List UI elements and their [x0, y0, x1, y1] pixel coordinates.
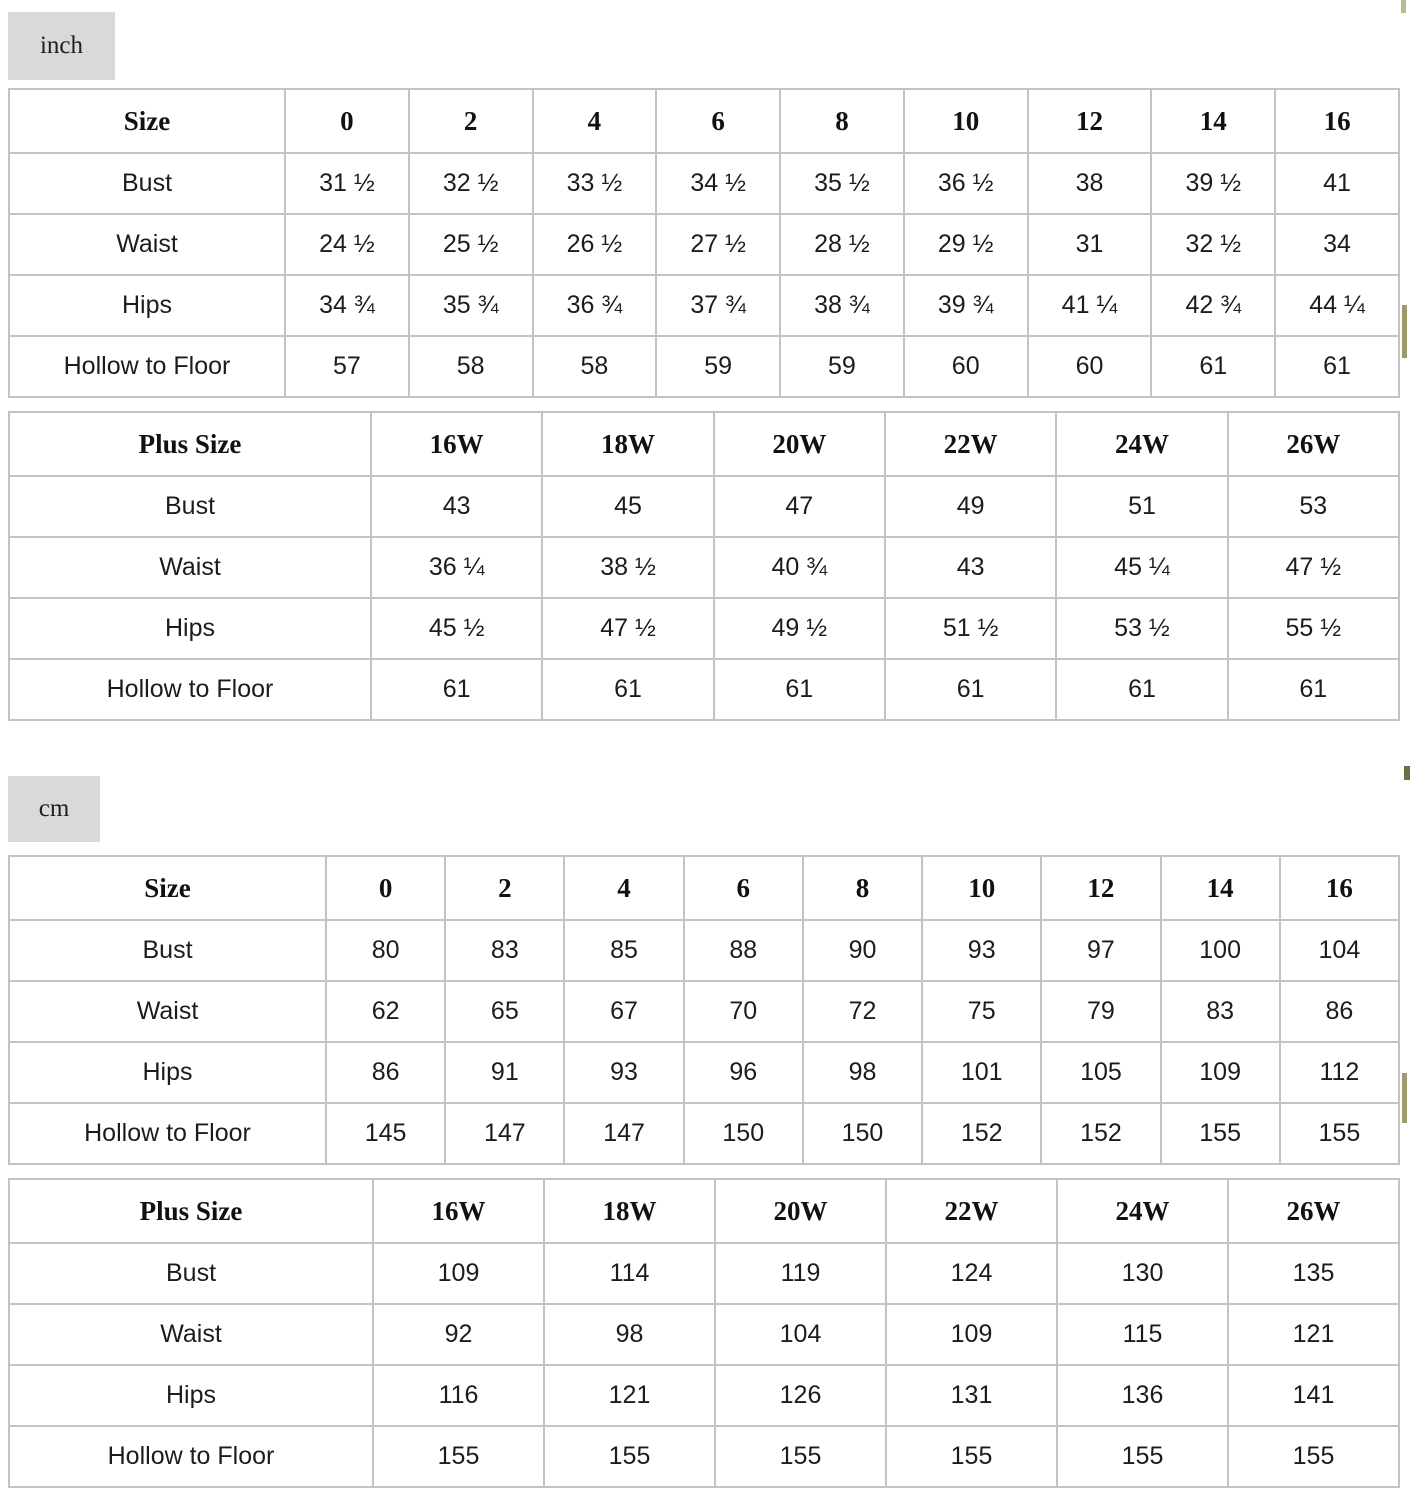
value-cell: 93	[922, 920, 1041, 981]
value-cell: 32 ½	[1151, 214, 1275, 275]
value-cell: 32 ½	[409, 153, 533, 214]
row-label: Hollow to Floor	[9, 1426, 373, 1487]
row-label: Bust	[9, 153, 285, 214]
value-cell: 98	[544, 1304, 715, 1365]
size-column-header: 6	[684, 856, 803, 920]
size-column-header: 26W	[1228, 1179, 1399, 1243]
size-column-header: 24W	[1057, 1179, 1228, 1243]
measurement-row	[9, 1243, 1399, 1304]
value-cell: 155	[1228, 1426, 1399, 1487]
value-cell: 61	[1228, 659, 1399, 720]
size-column-header: 4	[564, 856, 683, 920]
value-cell: 80	[326, 920, 445, 981]
value-cell: 72	[803, 981, 922, 1042]
size-column-header: 16W	[373, 1179, 544, 1243]
value-cell: 33 ½	[533, 153, 657, 214]
value-cell: 124	[886, 1243, 1057, 1304]
value-cell: 90	[803, 920, 922, 981]
value-cell: 155	[1057, 1426, 1228, 1487]
size-column-header: 26W	[1228, 412, 1399, 476]
value-cell: 31	[1028, 214, 1152, 275]
measurement-row	[9, 1042, 1399, 1103]
value-cell: 114	[544, 1243, 715, 1304]
value-cell: 131	[886, 1365, 1057, 1426]
size-column-header: 12	[1041, 856, 1160, 920]
value-cell: 39 ½	[1151, 153, 1275, 214]
size-column-header: 10	[922, 856, 1041, 920]
size-column-header: 24W	[1056, 412, 1227, 476]
tab-inch[interactable]: inch	[8, 12, 115, 80]
measurement-row	[9, 214, 1399, 275]
measurement-row	[9, 275, 1399, 336]
size-column-header: 22W	[886, 1179, 1057, 1243]
value-cell: 60	[1028, 336, 1152, 397]
measurement-row	[9, 1304, 1399, 1365]
size-label-header: Size	[9, 89, 285, 153]
value-cell: 155	[886, 1426, 1057, 1487]
value-cell: 83	[445, 920, 564, 981]
value-cell: 29 ½	[904, 214, 1028, 275]
value-cell: 136	[1057, 1365, 1228, 1426]
value-cell: 155	[373, 1426, 544, 1487]
value-cell: 34 ¾	[285, 275, 409, 336]
row-label: Hollow to Floor	[9, 659, 371, 720]
measurement-row	[9, 476, 1399, 537]
row-label: Hips	[9, 1042, 326, 1103]
value-cell: 47	[714, 476, 885, 537]
row-label: Hollow to Floor	[9, 1103, 326, 1164]
value-cell: 104	[1280, 920, 1399, 981]
size-column-header: 18W	[542, 412, 713, 476]
measurement-row	[9, 659, 1399, 720]
value-cell: 119	[715, 1243, 886, 1304]
value-cell: 62	[326, 981, 445, 1042]
value-cell: 92	[373, 1304, 544, 1365]
value-cell: 150	[684, 1103, 803, 1164]
measurement-row	[9, 153, 1399, 214]
value-cell: 88	[684, 920, 803, 981]
size-column-header: 2	[409, 89, 533, 153]
row-label: Hollow to Floor	[9, 336, 285, 397]
value-cell: 85	[564, 920, 683, 981]
value-cell: 93	[564, 1042, 683, 1103]
header-row	[9, 89, 1399, 153]
size-label-header: Size	[9, 856, 326, 920]
value-cell: 57	[285, 336, 409, 397]
measurement-row	[9, 336, 1399, 397]
measurement-row	[9, 537, 1399, 598]
value-cell: 155	[715, 1426, 886, 1487]
value-cell: 91	[445, 1042, 564, 1103]
value-cell: 59	[780, 336, 904, 397]
tab-cm[interactable]: cm	[8, 776, 100, 842]
value-cell: 43	[885, 537, 1056, 598]
row-label: Bust	[9, 920, 326, 981]
row-label: Hips	[9, 1365, 373, 1426]
value-cell: 51	[1056, 476, 1227, 537]
value-cell: 105	[1041, 1042, 1160, 1103]
value-cell: 115	[1057, 1304, 1228, 1365]
value-cell: 28 ½	[780, 214, 904, 275]
value-cell: 45	[542, 476, 713, 537]
value-cell: 43	[371, 476, 542, 537]
header-row	[9, 1179, 1399, 1243]
size-column-header: 20W	[715, 1179, 886, 1243]
edge-artifact-upper	[1402, 305, 1407, 358]
edge-artifact-top	[1401, 0, 1406, 13]
edge-artifact-lower	[1402, 1073, 1407, 1123]
size-column-header: 10	[904, 89, 1028, 153]
value-cell: 155	[1280, 1103, 1399, 1164]
size-column-header: 20W	[714, 412, 885, 476]
size-column-header: 14	[1151, 89, 1275, 153]
value-cell: 155	[1161, 1103, 1280, 1164]
value-cell: 121	[544, 1365, 715, 1426]
value-cell: 41	[1275, 153, 1399, 214]
value-cell: 97	[1041, 920, 1160, 981]
size-label-header: Plus Size	[9, 1179, 373, 1243]
inch-standard-size-table	[8, 88, 1400, 398]
value-cell: 83	[1161, 981, 1280, 1042]
row-label: Bust	[9, 1243, 373, 1304]
value-cell: 42 ¾	[1151, 275, 1275, 336]
value-cell: 65	[445, 981, 564, 1042]
value-cell: 101	[922, 1042, 1041, 1103]
value-cell: 34	[1275, 214, 1399, 275]
size-column-header: 22W	[885, 412, 1056, 476]
header-row	[9, 412, 1399, 476]
value-cell: 130	[1057, 1243, 1228, 1304]
value-cell: 61	[1056, 659, 1227, 720]
size-column-header: 14	[1161, 856, 1280, 920]
measurement-row	[9, 981, 1399, 1042]
value-cell: 145	[326, 1103, 445, 1164]
value-cell: 44 ¼	[1275, 275, 1399, 336]
value-cell: 24 ½	[285, 214, 409, 275]
row-label: Hips	[9, 275, 285, 336]
value-cell: 58	[409, 336, 533, 397]
value-cell: 86	[1280, 981, 1399, 1042]
row-label: Waist	[9, 1304, 373, 1365]
size-column-header: 16	[1275, 89, 1399, 153]
value-cell: 53	[1228, 476, 1399, 537]
value-cell: 49 ½	[714, 598, 885, 659]
size-column-header: 0	[326, 856, 445, 920]
value-cell: 61	[1275, 336, 1399, 397]
value-cell: 67	[564, 981, 683, 1042]
value-cell: 152	[1041, 1103, 1160, 1164]
value-cell: 98	[803, 1042, 922, 1103]
value-cell: 55 ½	[1228, 598, 1399, 659]
edge-artifact-middle	[1404, 766, 1410, 780]
value-cell: 38 ¾	[780, 275, 904, 336]
value-cell: 152	[922, 1103, 1041, 1164]
measurement-row	[9, 598, 1399, 659]
size-column-header: 18W	[544, 1179, 715, 1243]
size-column-header: 8	[803, 856, 922, 920]
row-label: Hips	[9, 598, 371, 659]
value-cell: 36 ½	[904, 153, 1028, 214]
measurement-row	[9, 1365, 1399, 1426]
row-label: Waist	[9, 537, 371, 598]
value-cell: 104	[715, 1304, 886, 1365]
measurement-row	[9, 1103, 1399, 1164]
value-cell: 147	[445, 1103, 564, 1164]
value-cell: 100	[1161, 920, 1280, 981]
value-cell: 61	[714, 659, 885, 720]
measurement-row	[9, 1426, 1399, 1487]
size-column-header: 8	[780, 89, 904, 153]
size-column-header: 12	[1028, 89, 1152, 153]
value-cell: 41 ¼	[1028, 275, 1152, 336]
value-cell: 135	[1228, 1243, 1399, 1304]
value-cell: 26 ½	[533, 214, 657, 275]
value-cell: 155	[544, 1426, 715, 1487]
value-cell: 39 ¾	[904, 275, 1028, 336]
value-cell: 60	[904, 336, 1028, 397]
value-cell: 109	[373, 1243, 544, 1304]
value-cell: 79	[1041, 981, 1160, 1042]
value-cell: 25 ½	[409, 214, 533, 275]
value-cell: 47 ½	[542, 598, 713, 659]
cm-plus-size-table	[8, 1178, 1400, 1488]
value-cell: 53 ½	[1056, 598, 1227, 659]
value-cell: 61	[885, 659, 1056, 720]
header-row	[9, 856, 1399, 920]
value-cell: 27 ½	[656, 214, 780, 275]
value-cell: 121	[1228, 1304, 1399, 1365]
value-cell: 49	[885, 476, 1056, 537]
value-cell: 37 ¾	[656, 275, 780, 336]
value-cell: 112	[1280, 1042, 1399, 1103]
value-cell: 51 ½	[885, 598, 1056, 659]
value-cell: 36 ¾	[533, 275, 657, 336]
value-cell: 47 ½	[1228, 537, 1399, 598]
value-cell: 116	[373, 1365, 544, 1426]
size-label-header: Plus Size	[9, 412, 371, 476]
value-cell: 31 ½	[285, 153, 409, 214]
value-cell: 35 ½	[780, 153, 904, 214]
value-cell: 61	[371, 659, 542, 720]
value-cell: 35 ¾	[409, 275, 533, 336]
row-label: Waist	[9, 981, 326, 1042]
value-cell: 70	[684, 981, 803, 1042]
value-cell: 141	[1228, 1365, 1399, 1426]
value-cell: 61	[542, 659, 713, 720]
value-cell: 109	[886, 1304, 1057, 1365]
value-cell: 150	[803, 1103, 922, 1164]
cm-standard-size-table	[8, 855, 1400, 1165]
value-cell: 96	[684, 1042, 803, 1103]
size-column-header: 16	[1280, 856, 1399, 920]
size-column-header: 4	[533, 89, 657, 153]
value-cell: 59	[656, 336, 780, 397]
value-cell: 34 ½	[656, 153, 780, 214]
value-cell: 126	[715, 1365, 886, 1426]
size-column-header: 16W	[371, 412, 542, 476]
row-label: Bust	[9, 476, 371, 537]
value-cell: 61	[1151, 336, 1275, 397]
value-cell: 45 ¼	[1056, 537, 1227, 598]
value-cell: 45 ½	[371, 598, 542, 659]
value-cell: 36 ¼	[371, 537, 542, 598]
value-cell: 40 ¾	[714, 537, 885, 598]
size-column-header: 6	[656, 89, 780, 153]
value-cell: 109	[1161, 1042, 1280, 1103]
inch-plus-size-table	[8, 411, 1400, 721]
row-label: Waist	[9, 214, 285, 275]
value-cell: 147	[564, 1103, 683, 1164]
size-column-header: 0	[285, 89, 409, 153]
value-cell: 86	[326, 1042, 445, 1103]
value-cell: 38 ½	[542, 537, 713, 598]
size-column-header: 2	[445, 856, 564, 920]
value-cell: 58	[533, 336, 657, 397]
value-cell: 75	[922, 981, 1041, 1042]
measurement-row	[9, 920, 1399, 981]
value-cell: 38	[1028, 153, 1152, 214]
